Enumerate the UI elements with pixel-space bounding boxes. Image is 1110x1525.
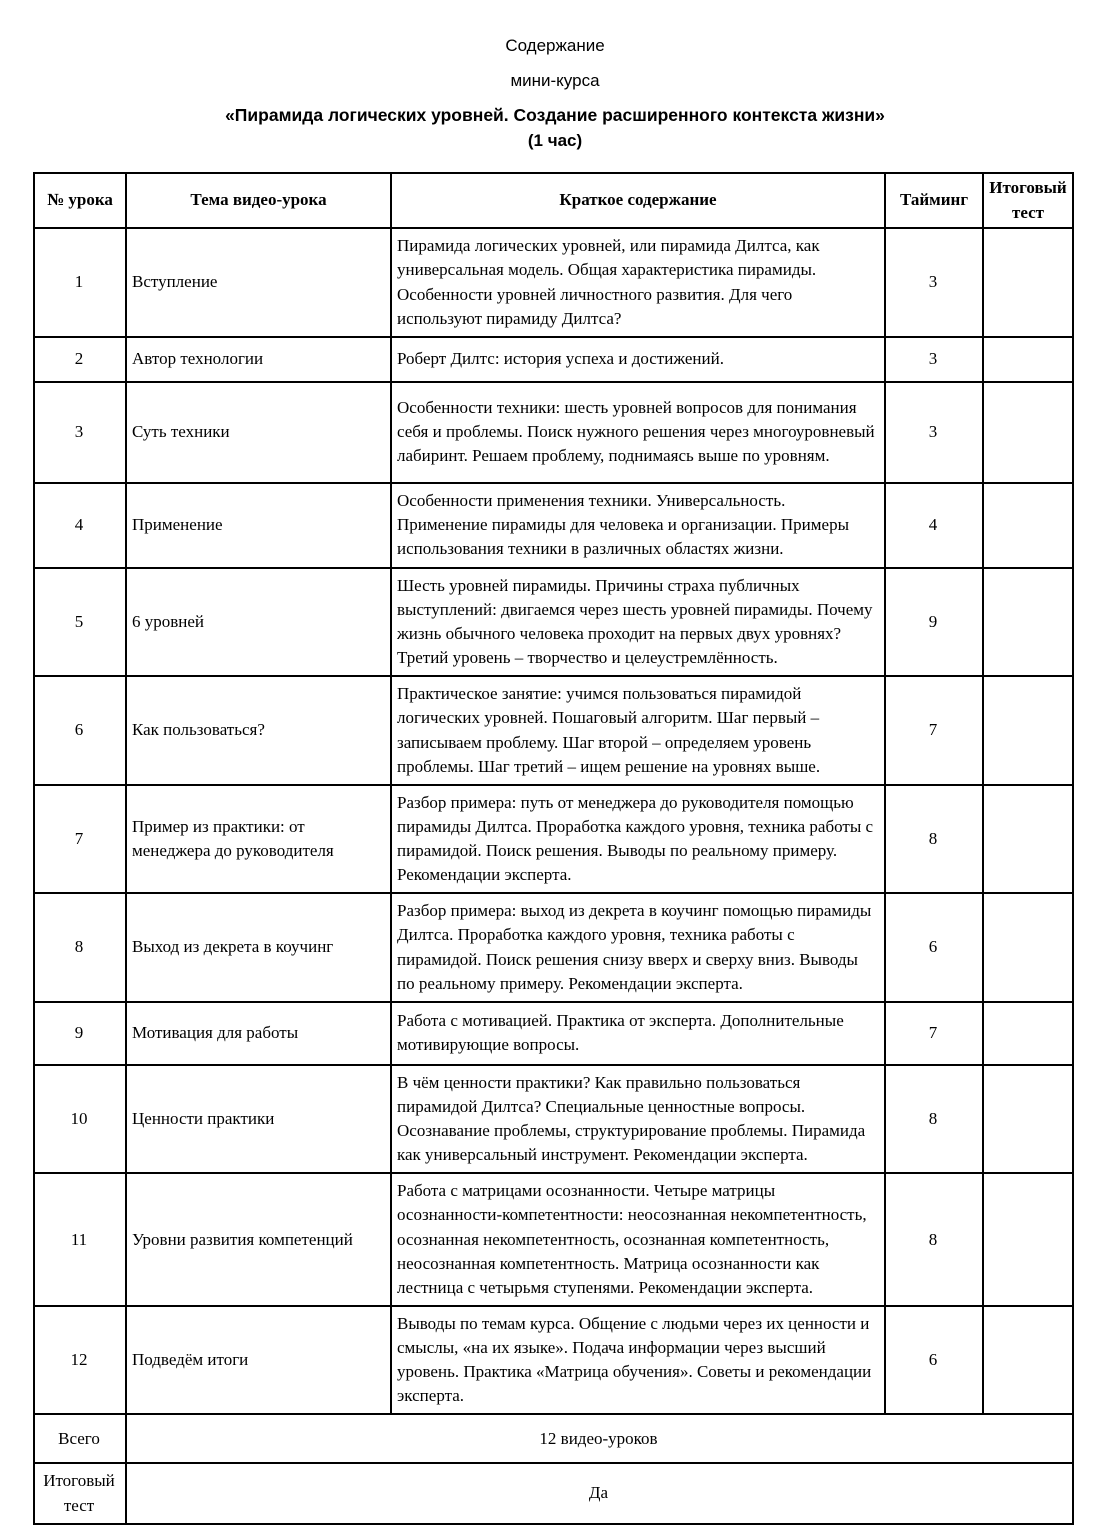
summary-cell: Пирамида логических уровней, или пирамида Дилтса, как универсальная модель. Общая характеристика пирамиды. Особенности уровней личностного развития. Для чего используют пирамиду Дилтса? [391,228,885,337]
final-test-cell [983,1002,1073,1065]
mini-course-heading: мини-курса [510,71,600,90]
topic-cell: 6 уровней [126,568,391,677]
table-row [34,785,1073,894]
timing-cell: 7 [885,1002,983,1065]
column-header-topic: Тема видео-урока [126,173,391,228]
topic-cell: Вступление [126,228,391,337]
lesson-number-cell: 1 [34,228,126,337]
column-header-lesson-number: № урока [34,173,126,228]
final-test-cell [983,228,1073,337]
final-test-cell [983,1306,1073,1415]
final-test-cell [983,785,1073,894]
lesson-number-cell: 10 [34,1065,126,1174]
timing-cell: 7 [885,676,983,785]
header-row [34,173,1073,228]
lesson-number-cell: 9 [34,1002,126,1065]
table-row [34,382,1073,483]
table-row [34,568,1073,677]
summary-cell: Особенности техники: шесть уровней вопросов для понимания себя и проблемы. Поиск нужного решения через многоуровневый лабиринт. Решаем проблему, поднимаясь выше по уровням. [391,382,885,483]
contents-heading: Содержание [505,36,605,55]
timing-cell: 3 [885,382,983,483]
timing-cell: 6 [885,1306,983,1415]
summary-cell: Практическое занятие: учимся пользоваться пирамидой логических уровней. Пошаговый алгоритм. Шаг первый – записываем проблему. Шаг второй – определяем уровень проблемы. Шаг третий – ищем решение на уровнях выше. [391,676,885,785]
topic-cell: Пример из практики: от менеджера до руководителя [126,785,391,894]
table-row [34,676,1073,785]
course-contents-table [33,172,1074,1525]
timing-cell: 8 [885,1065,983,1174]
column-header-timing: Тайминг [885,173,983,228]
final-test-cell [983,337,1073,382]
final-test-cell [983,1065,1073,1174]
timing-cell: 8 [885,785,983,894]
final-test-cell [983,1173,1073,1306]
topic-cell: Автор технологии [126,337,391,382]
summary-cell: Разбор примера: выход из декрета в коучинг помощью пирамиды Дилтса. Проработка каждого уровня, техника работы с пирамидой. Поиск решения снизу вверх и сверху вниз. Выводы по реальному примеру. Рекомендации эксперта. [391,893,885,1002]
table-header [34,173,1073,228]
lesson-number-cell: 12 [34,1306,126,1415]
course-table-body [34,228,1073,1414]
table-footer [34,1414,1073,1523]
topic-cell: Выход из декрета в коучинг [126,893,391,1002]
total-row [34,1414,1073,1463]
topic-cell: Мотивация для работы [126,1002,391,1065]
timing-cell: 3 [885,228,983,337]
lesson-number-cell: 8 [34,893,126,1002]
summary-cell: Особенности применения техники. Универсальность. Применение пирамиды для человека и организации. Примеры использования техники в различных областях жизни. [391,483,885,568]
table-row [34,1065,1073,1174]
table-row [34,1002,1073,1065]
summary-cell: Разбор примера: путь от менеджера до руководителя помощью пирамиды Дилтса. Проработка каждого уровня, техника работы с пирамидой. Поиск решения. Выводы по реальному примеру. Рекомендации эксперта. [391,785,885,894]
lesson-number-cell: 2 [34,337,126,382]
lesson-number-cell: 4 [34,483,126,568]
timing-cell: 8 [885,1173,983,1306]
lesson-number-cell: 11 [34,1173,126,1306]
column-header-summary: Краткое содержание [391,173,885,228]
topic-cell: Как пользоваться? [126,676,391,785]
topic-cell: Подведём итоги [126,1306,391,1415]
summary-cell: Шесть уровней пирамиды. Причины страха публичных выступлений: двигаемся через шесть уровней пирамиды. Почему жизнь обычного человека проходит на первых двух уровнях? Третий уровень – творчество и целеустремлённость. [391,568,885,677]
course-duration: (1 час) [527,131,583,150]
page-headings [0,0,1110,151]
table-row [34,1173,1073,1306]
final-test-row [34,1463,1073,1523]
total-label: Всего [34,1414,126,1463]
table-row [34,337,1073,382]
summary-cell: Выводы по темам курса. Общение с людьми через их ценности и смыслы, «на их языке». Подача информации через высший уровень. Практика «Матрица обучения». Советы и рекомендации эксперта. [391,1306,885,1415]
final-test-cell [983,483,1073,568]
final-test-cell [983,568,1073,677]
column-header-final-test: Итоговый тест [983,173,1073,228]
lesson-number-cell: 3 [34,382,126,483]
timing-cell: 9 [885,568,983,677]
timing-cell: 6 [885,893,983,1002]
final-test-cell [983,676,1073,785]
timing-cell: 3 [885,337,983,382]
timing-cell: 4 [885,483,983,568]
topic-cell: Уровни развития компетенций [126,1173,391,1306]
final-test-cell [983,893,1073,1002]
topic-cell: Применение [126,483,391,568]
summary-cell: В чём ценности практики? Как правильно пользоваться пирамидой Дилтса? Специальные ценностные вопросы. Осознавание проблемы, структурирование проблемы. Пирамида как универсальный инструмент. Рекомендации эксперта. [391,1065,885,1174]
final-test-cell [983,382,1073,483]
topic-cell: Суть техники [126,382,391,483]
final-test-label: Итоговый тест [34,1463,126,1523]
table-row [34,1306,1073,1415]
topic-cell: Ценности практики [126,1065,391,1174]
summary-cell: Работа с матрицами осознанности. Четыре матрицы осознанности-компетентности: неосознанная некомпетентность, осознанная некомпетентность, осознанная компетентность, неосознанная компетентность. Матрица осознанности как лестница с четырьмя ступенями. Рекомендации эксперта. [391,1173,885,1306]
table-row [34,228,1073,337]
final-test-value: Да [126,1463,1073,1523]
table-row [34,893,1073,1002]
summary-cell: Роберт Дилтс: история успеха и достижений. [391,337,885,382]
summary-cell: Работа с мотивацией. Практика от эксперта. Дополнительные мотивирующие вопросы. [391,1002,885,1065]
lesson-number-cell: 7 [34,785,126,894]
lesson-number-cell: 6 [34,676,126,785]
table-row [34,483,1073,568]
lesson-number-cell: 5 [34,568,126,677]
course-title: «Пирамида логических уровней. Создание расширенного контекста жизни» [225,105,885,125]
total-value: 12 видео-уроков [126,1414,1073,1463]
